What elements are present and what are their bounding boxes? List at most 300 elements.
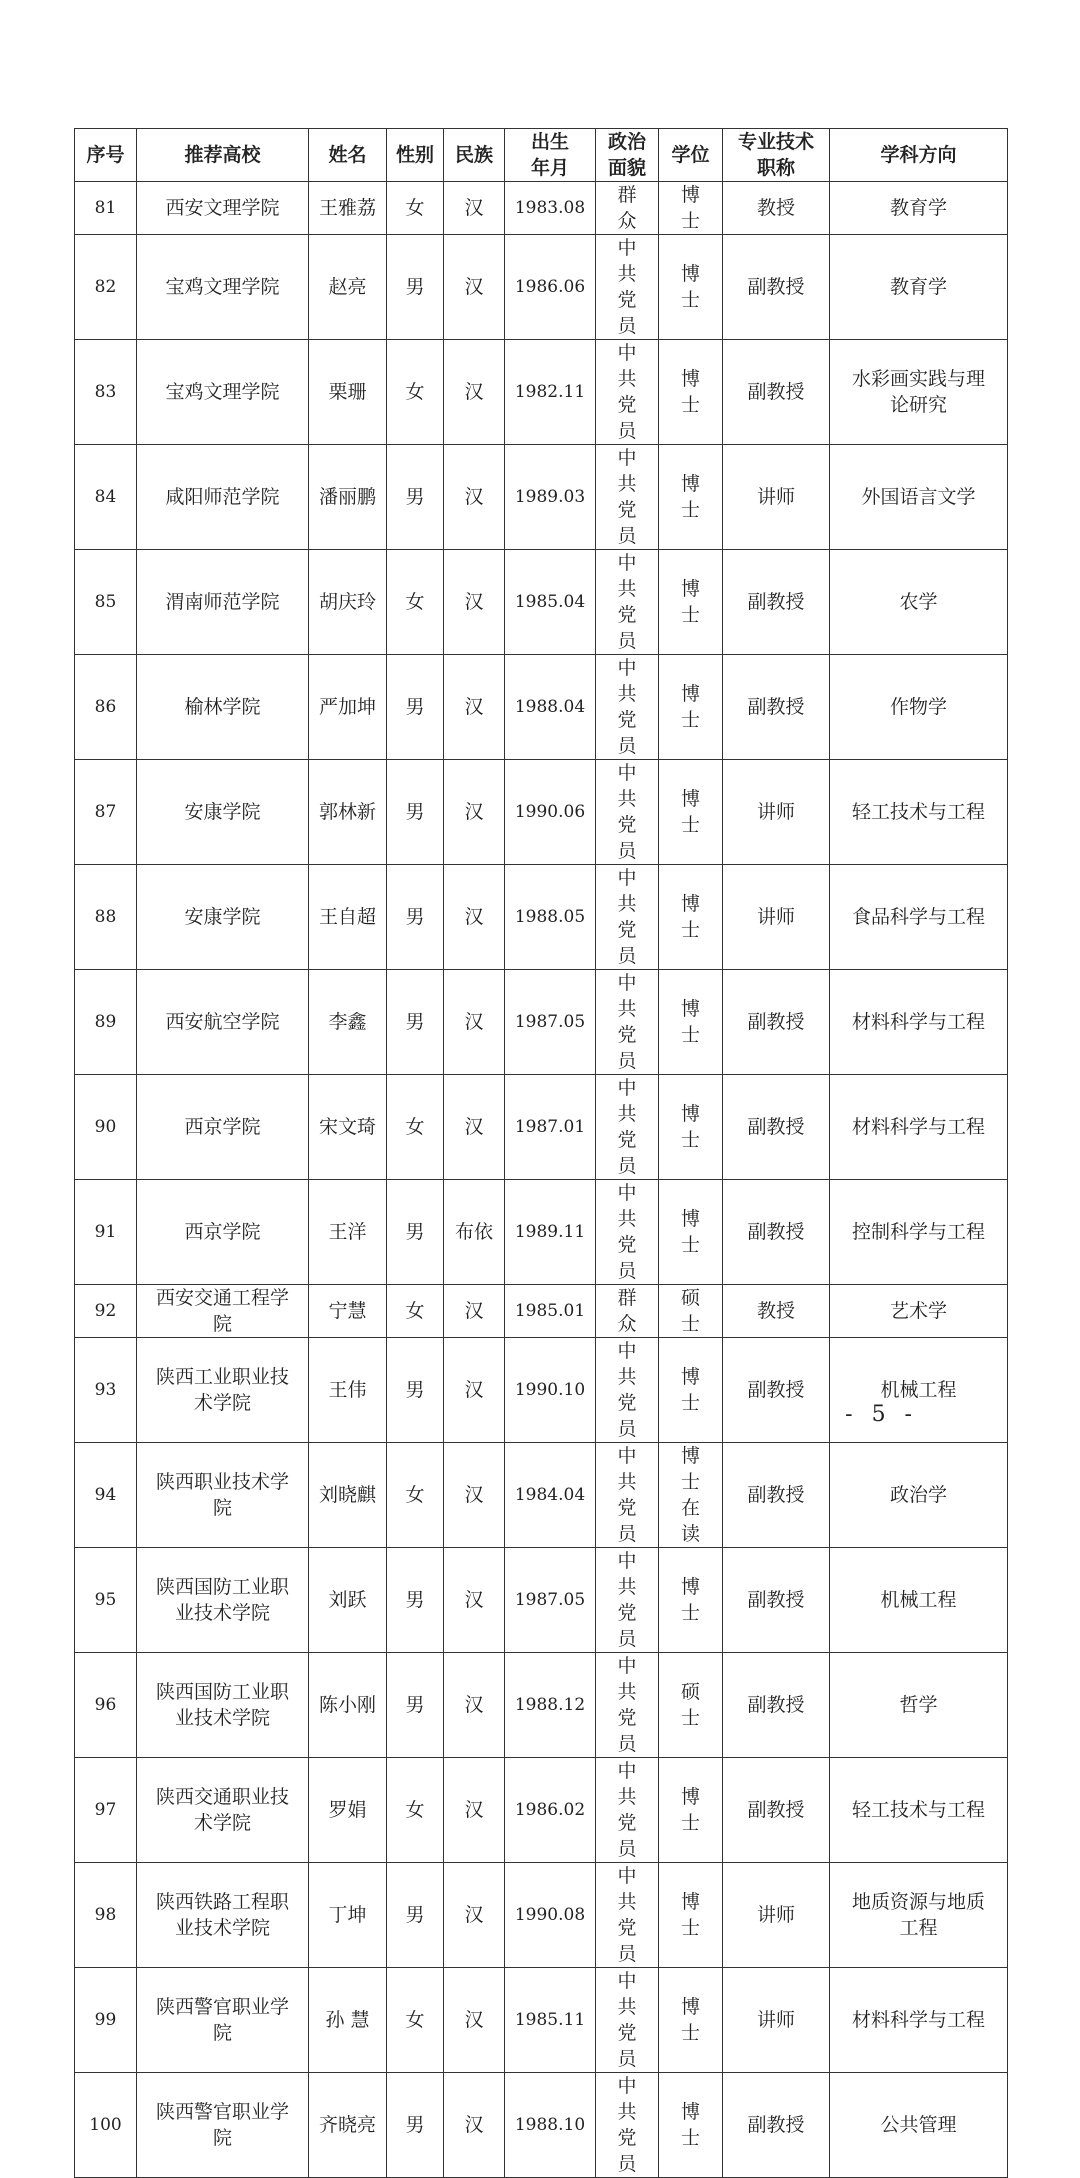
- cell-gender-text: 男: [405, 1379, 425, 1401]
- cell-index-text: 93: [94, 1380, 117, 1400]
- cell-ethnicity-text: 汉: [464, 1484, 484, 1506]
- header-political-label: 政治面貌: [607, 131, 646, 179]
- cell-gender: [387, 235, 444, 340]
- cell-ethnicity: [444, 1548, 505, 1653]
- cell-title: [723, 550, 830, 655]
- header-ethnicity: [444, 129, 505, 182]
- cell-discipline-text: 政治学: [889, 1484, 947, 1506]
- cell-title-text: 副教授: [747, 276, 805, 298]
- cell-index-text: 97: [94, 1800, 117, 1820]
- cell-name: [309, 182, 387, 235]
- cell-name: [309, 1338, 387, 1443]
- cell-ethnicity: [444, 550, 505, 655]
- cell-ethnicity: [444, 1758, 505, 1863]
- cell-index: [75, 1653, 137, 1758]
- cell-ethnicity: [444, 2073, 505, 2178]
- cell-title-text: 副教授: [747, 1799, 805, 1821]
- cell-political: [596, 1443, 659, 1548]
- cell-gender-text: 女: [405, 591, 425, 613]
- cell-name: [309, 1863, 387, 1968]
- cell-degree-text: 博士: [680, 2101, 700, 2149]
- cell-name: [309, 865, 387, 970]
- cell-title: [723, 182, 830, 235]
- cell-discipline-text: 控制科学与工程: [851, 1221, 985, 1243]
- cell-birth: [505, 1075, 596, 1180]
- cell-title: [723, 1548, 830, 1653]
- cell-birth-text: 1985.04: [514, 592, 586, 612]
- cell-gender-text: 女: [405, 1300, 425, 1322]
- cell-discipline: [830, 550, 1008, 655]
- cell-discipline: [830, 340, 1008, 445]
- cell-ethnicity-text: 汉: [464, 1694, 484, 1716]
- cell-gender-text: 男: [405, 486, 425, 508]
- cell-discipline: [830, 445, 1008, 550]
- cell-index-text: 83: [94, 382, 117, 402]
- cell-gender-text: 男: [405, 2114, 425, 2136]
- cell-degree-text: 博士: [680, 998, 700, 1046]
- cell-title: [723, 1863, 830, 1968]
- cell-birth: [505, 1285, 596, 1338]
- header-birth-label: 出生年月: [530, 131, 569, 179]
- cell-degree-text: 博士: [680, 1103, 700, 1151]
- cell-school: [137, 2073, 309, 2178]
- cell-political: [596, 1285, 659, 1338]
- cell-index-text: 89: [94, 1012, 117, 1032]
- cell-title-text: 讲师: [756, 1904, 795, 1926]
- cell-gender: [387, 340, 444, 445]
- cell-name: [309, 655, 387, 760]
- cell-discipline: [830, 1758, 1008, 1863]
- table-row: [75, 655, 1008, 760]
- cell-index: [75, 445, 137, 550]
- cell-ethnicity: [444, 235, 505, 340]
- cell-discipline: [830, 970, 1008, 1075]
- cell-index-text: 85: [94, 592, 117, 612]
- cell-school-text: 陕西警官职业学院: [155, 1996, 289, 2044]
- cell-gender: [387, 1968, 444, 2073]
- cell-name-text: 齐晓亮: [318, 2114, 376, 2136]
- cell-ethnicity: [444, 1863, 505, 1968]
- table-row: [75, 1548, 1008, 1653]
- cell-discipline-text: 外国语言文学: [861, 486, 976, 508]
- cell-title-text: 副教授: [747, 1484, 805, 1506]
- table-header: [75, 129, 1008, 182]
- table-row: [75, 1758, 1008, 1863]
- cell-school-text: 西安交通工程学院: [155, 1287, 289, 1335]
- cell-school-text: 安康学院: [184, 801, 261, 823]
- cell-ethnicity: [444, 655, 505, 760]
- cell-title: [723, 970, 830, 1075]
- cell-degree: [659, 1285, 723, 1338]
- cell-birth-text: 1986.02: [514, 1800, 586, 1820]
- cell-index: [75, 865, 137, 970]
- cell-school: [137, 1653, 309, 1758]
- cell-name: [309, 340, 387, 445]
- cell-birth: [505, 655, 596, 760]
- cell-political: [596, 655, 659, 760]
- cell-school-text: 榆林学院: [184, 696, 261, 718]
- cell-name: [309, 1758, 387, 1863]
- cell-discipline-text: 机械工程: [880, 1379, 957, 1401]
- cell-school-text: 陕西国防工业职业技术学院: [155, 1576, 289, 1624]
- cell-name-text: 郭林新: [318, 801, 376, 823]
- cell-political-text: 中共党员: [617, 972, 637, 1072]
- table-row: [75, 970, 1008, 1075]
- cell-degree-text: 博士: [680, 1786, 700, 1834]
- cell-birth: [505, 550, 596, 655]
- cell-index: [75, 760, 137, 865]
- cell-gender: [387, 1285, 444, 1338]
- cell-ethnicity-text: 汉: [464, 2114, 484, 2136]
- cell-degree-text: 博士: [680, 578, 700, 626]
- cell-degree: [659, 1075, 723, 1180]
- cell-gender-text: 男: [405, 1904, 425, 1926]
- cell-name-text: 丁坤: [328, 1904, 367, 1926]
- cell-name-text: 陈小刚: [318, 1694, 376, 1716]
- cell-political-text: 中共党员: [617, 1865, 637, 1965]
- cell-birth-text: 1984.04: [514, 1485, 586, 1505]
- cell-birth: [505, 1443, 596, 1548]
- cell-name: [309, 550, 387, 655]
- cell-ethnicity-text: 汉: [464, 591, 484, 613]
- cell-political: [596, 2073, 659, 2178]
- cell-discipline-text: 材料科学与工程: [851, 1011, 985, 1033]
- header-name: [309, 129, 387, 182]
- cell-index: [75, 235, 137, 340]
- cell-ethnicity-text: 汉: [464, 906, 484, 928]
- header-school: [137, 129, 309, 182]
- table-row: [75, 550, 1008, 655]
- cell-political-text: 中共党员: [617, 1760, 637, 1860]
- cell-name: [309, 760, 387, 865]
- cell-political-text: 中共党员: [617, 342, 637, 442]
- cell-political-text: 中共党员: [617, 1445, 637, 1545]
- cell-birth-text: 1989.03: [514, 487, 586, 507]
- cell-name-text: 罗娟: [328, 1799, 367, 1821]
- cell-index: [75, 340, 137, 445]
- cell-title-text: 副教授: [747, 1221, 805, 1243]
- header-title: [723, 129, 830, 182]
- cell-index: [75, 1968, 137, 2073]
- cell-title: [723, 1338, 830, 1443]
- cell-name-text: 孙 慧: [325, 2009, 370, 2031]
- cell-degree: [659, 1180, 723, 1285]
- cell-discipline: [830, 1863, 1008, 1968]
- cell-discipline-text: 作物学: [889, 696, 947, 718]
- cell-title-text: 副教授: [747, 2114, 805, 2136]
- page-number: - 5 -: [845, 1402, 918, 1427]
- cell-gender-text: 男: [405, 1694, 425, 1716]
- cell-index-text: 88: [94, 907, 117, 927]
- cell-gender-text: 女: [405, 2009, 425, 2031]
- cell-gender: [387, 1653, 444, 1758]
- cell-school-text: 西安文理学院: [165, 197, 280, 219]
- table-row: [75, 865, 1008, 970]
- cell-ethnicity-text: 汉: [464, 801, 484, 823]
- cell-degree: [659, 655, 723, 760]
- cell-title-text: 副教授: [747, 1694, 805, 1716]
- cell-birth: [505, 970, 596, 1075]
- cell-birth: [505, 1180, 596, 1285]
- table-row: [75, 235, 1008, 340]
- cell-index-text: 82: [94, 277, 117, 297]
- cell-school: [137, 445, 309, 550]
- table-row: [75, 1443, 1008, 1548]
- cell-ethnicity: [444, 1285, 505, 1338]
- cell-school: [137, 1075, 309, 1180]
- cell-school: [137, 865, 309, 970]
- cell-name: [309, 445, 387, 550]
- cell-index: [75, 1180, 137, 1285]
- cell-index-text: 87: [94, 802, 117, 822]
- cell-degree: [659, 1338, 723, 1443]
- cell-degree-text: 博士: [680, 1891, 700, 1939]
- cell-discipline: [830, 1548, 1008, 1653]
- cell-gender: [387, 970, 444, 1075]
- cell-gender: [387, 1180, 444, 1285]
- cell-title: [723, 1180, 830, 1285]
- cell-name-text: 王伟: [328, 1379, 367, 1401]
- cell-gender: [387, 1863, 444, 1968]
- cell-name-text: 王雅荔: [318, 197, 376, 219]
- header-ethnicity-label: 民族: [454, 144, 493, 166]
- cell-name: [309, 1075, 387, 1180]
- cell-political: [596, 1548, 659, 1653]
- cell-title: [723, 445, 830, 550]
- cell-name-text: 严加坤: [318, 696, 376, 718]
- cell-school: [137, 182, 309, 235]
- cell-index-text: 99: [94, 2010, 117, 2030]
- cell-ethnicity: [444, 1443, 505, 1548]
- cell-ethnicity-text: 汉: [464, 1904, 484, 1926]
- cell-ethnicity-text: 布依: [454, 1221, 493, 1243]
- cell-ethnicity-text: 汉: [464, 1300, 484, 1322]
- cell-index: [75, 182, 137, 235]
- cell-discipline: [830, 235, 1008, 340]
- cell-school-text: 陕西工业职业技术学院: [155, 1366, 289, 1414]
- cell-discipline-text: 水彩画实践与理论研究: [851, 368, 985, 416]
- cell-political: [596, 1338, 659, 1443]
- cell-discipline: [830, 1653, 1008, 1758]
- cell-index: [75, 1863, 137, 1968]
- cell-name: [309, 2073, 387, 2178]
- header-gender-label: 性别: [395, 144, 434, 166]
- cell-birth: [505, 1653, 596, 1758]
- cell-index-text: 81: [94, 198, 117, 218]
- cell-school-text: 宝鸡文理学院: [165, 276, 280, 298]
- cell-discipline-text: 食品科学与工程: [851, 906, 985, 928]
- cell-birth: [505, 235, 596, 340]
- cell-title-text: 副教授: [747, 1379, 805, 1401]
- cell-ethnicity: [444, 1338, 505, 1443]
- cell-degree: [659, 1758, 723, 1863]
- cell-index-text: 95: [94, 1590, 117, 1610]
- cell-discipline: [830, 1968, 1008, 2073]
- cell-title: [723, 340, 830, 445]
- cell-ethnicity: [444, 182, 505, 235]
- cell-name: [309, 1968, 387, 2073]
- cell-title-text: 副教授: [747, 381, 805, 403]
- cell-name-text: 宁慧: [328, 1300, 367, 1322]
- cell-gender-text: 男: [405, 696, 425, 718]
- cell-birth-text: 1988.12: [514, 1695, 586, 1715]
- cell-name: [309, 1180, 387, 1285]
- cell-school: [137, 1338, 309, 1443]
- cell-title-text: 讲师: [756, 906, 795, 928]
- cell-gender: [387, 1548, 444, 1653]
- cell-political: [596, 1758, 659, 1863]
- cell-school: [137, 1548, 309, 1653]
- cell-political-text: 中共党员: [617, 657, 637, 757]
- cell-birth-text: 1985.11: [514, 2010, 586, 2030]
- cell-birth: [505, 1863, 596, 1968]
- cell-school-text: 西京学院: [184, 1221, 261, 1243]
- cell-political: [596, 760, 659, 865]
- cell-ethnicity: [444, 865, 505, 970]
- cell-ethnicity-text: 汉: [464, 1011, 484, 1033]
- cell-discipline-text: 轻工技术与工程: [851, 1799, 985, 1821]
- cell-title-text: 讲师: [756, 801, 795, 823]
- cell-birth-text: 1990.10: [514, 1380, 586, 1400]
- cell-index: [75, 2073, 137, 2178]
- cell-title-text: 讲师: [756, 486, 795, 508]
- cell-political-text: 中共党员: [617, 1970, 637, 2070]
- cell-political-text: 中共党员: [617, 1550, 637, 1650]
- cell-degree: [659, 1443, 723, 1548]
- cell-index-text: 90: [94, 1117, 117, 1137]
- cell-index: [75, 550, 137, 655]
- cell-index: [75, 1285, 137, 1338]
- table-row: [75, 1653, 1008, 1758]
- table-row: [75, 340, 1008, 445]
- cell-birth-text: 1989.11: [514, 1222, 586, 1242]
- cell-index-text: 100: [89, 2115, 122, 2135]
- cell-discipline: [830, 1180, 1008, 1285]
- cell-ethnicity-text: 汉: [464, 2009, 484, 2031]
- cell-school-text: 陕西警官职业学院: [155, 2101, 289, 2149]
- cell-birth-text: 1987.01: [514, 1117, 586, 1137]
- cell-ethnicity: [444, 445, 505, 550]
- cell-school-text: 陕西铁路工程职业技术学院: [155, 1891, 289, 1939]
- cell-school: [137, 760, 309, 865]
- cell-school-text: 陕西职业技术学院: [155, 1471, 289, 1519]
- table-row: [75, 1180, 1008, 1285]
- header-school-label: 推荐高校: [184, 144, 261, 166]
- cell-political-text: 中共党员: [617, 447, 637, 547]
- cell-title-text: 副教授: [747, 696, 805, 718]
- table-row: [75, 1285, 1008, 1338]
- cell-political-text: 中共党员: [617, 237, 637, 337]
- cell-birth: [505, 760, 596, 865]
- cell-political-text: 中共党员: [617, 1077, 637, 1177]
- cell-index-text: 98: [94, 1905, 117, 1925]
- cell-title: [723, 865, 830, 970]
- cell-political-text: 中共党员: [617, 2075, 637, 2175]
- cell-degree-text: 博士: [680, 1366, 700, 1414]
- cell-name-text: 宋文琦: [318, 1116, 376, 1138]
- cell-gender-text: 男: [405, 1589, 425, 1611]
- cell-discipline-text: 机械工程: [880, 1589, 957, 1611]
- candidates-table: [74, 128, 1008, 2178]
- cell-political-text: 中共党员: [617, 867, 637, 967]
- cell-title: [723, 1443, 830, 1548]
- cell-degree-text: 博士: [680, 473, 700, 521]
- cell-title: [723, 760, 830, 865]
- cell-political: [596, 340, 659, 445]
- header-index-label: 序号: [86, 144, 125, 166]
- cell-ethnicity-text: 汉: [464, 1379, 484, 1401]
- cell-gender: [387, 182, 444, 235]
- cell-ethnicity: [444, 760, 505, 865]
- cell-gender: [387, 865, 444, 970]
- header-discipline-label: 学科方向: [880, 144, 957, 166]
- cell-ethnicity: [444, 340, 505, 445]
- cell-discipline-text: 教育学: [889, 197, 947, 219]
- cell-discipline-text: 地质资源与地质工程: [851, 1891, 985, 1939]
- cell-ethnicity: [444, 1653, 505, 1758]
- cell-ethnicity-text: 汉: [464, 486, 484, 508]
- cell-discipline: [830, 655, 1008, 760]
- cell-ethnicity: [444, 1968, 505, 2073]
- cell-degree-text: 博士: [680, 184, 700, 232]
- cell-school: [137, 970, 309, 1075]
- cell-title: [723, 1075, 830, 1180]
- header-name-label: 姓名: [328, 144, 367, 166]
- cell-name: [309, 235, 387, 340]
- cell-birth-text: 1987.05: [514, 1590, 586, 1610]
- cell-gender: [387, 1338, 444, 1443]
- cell-gender: [387, 655, 444, 760]
- cell-discipline-text: 艺术学: [889, 1300, 947, 1322]
- cell-discipline-text: 材料科学与工程: [851, 1116, 985, 1138]
- cell-school-text: 陕西交通职业技术学院: [155, 1786, 289, 1834]
- cell-school: [137, 1285, 309, 1338]
- cell-ethnicity-text: 汉: [464, 1799, 484, 1821]
- cell-school-text: 宝鸡文理学院: [165, 381, 280, 403]
- header-degree: [659, 129, 723, 182]
- cell-name-text: 潘丽鹏: [318, 486, 376, 508]
- header-row: [75, 129, 1008, 182]
- cell-birth-text: 1987.05: [514, 1012, 586, 1032]
- cell-school: [137, 340, 309, 445]
- cell-discipline: [830, 1443, 1008, 1548]
- cell-degree-text: 硕士: [680, 1681, 700, 1729]
- cell-title-text: 副教授: [747, 1589, 805, 1611]
- cell-birth: [505, 182, 596, 235]
- cell-degree-text: 博士: [680, 368, 700, 416]
- cell-degree-text: 博士在读: [680, 1445, 700, 1545]
- header-gender: [387, 129, 444, 182]
- cell-title: [723, 1758, 830, 1863]
- cell-degree: [659, 340, 723, 445]
- cell-gender: [387, 760, 444, 865]
- cell-gender: [387, 550, 444, 655]
- cell-index: [75, 1338, 137, 1443]
- cell-ethnicity-text: 汉: [464, 381, 484, 403]
- cell-degree-text: 博士: [680, 263, 700, 311]
- cell-ethnicity: [444, 1180, 505, 1285]
- table-row: [75, 2073, 1008, 2178]
- header-discipline: [830, 129, 1008, 182]
- table-body: [75, 182, 1008, 2178]
- cell-gender: [387, 1758, 444, 1863]
- cell-birth: [505, 1968, 596, 2073]
- cell-degree: [659, 182, 723, 235]
- cell-title-text: 教授: [756, 1300, 795, 1322]
- cell-index-text: 86: [94, 697, 117, 717]
- cell-discipline: [830, 2073, 1008, 2178]
- cell-political-text: 中共党员: [617, 762, 637, 862]
